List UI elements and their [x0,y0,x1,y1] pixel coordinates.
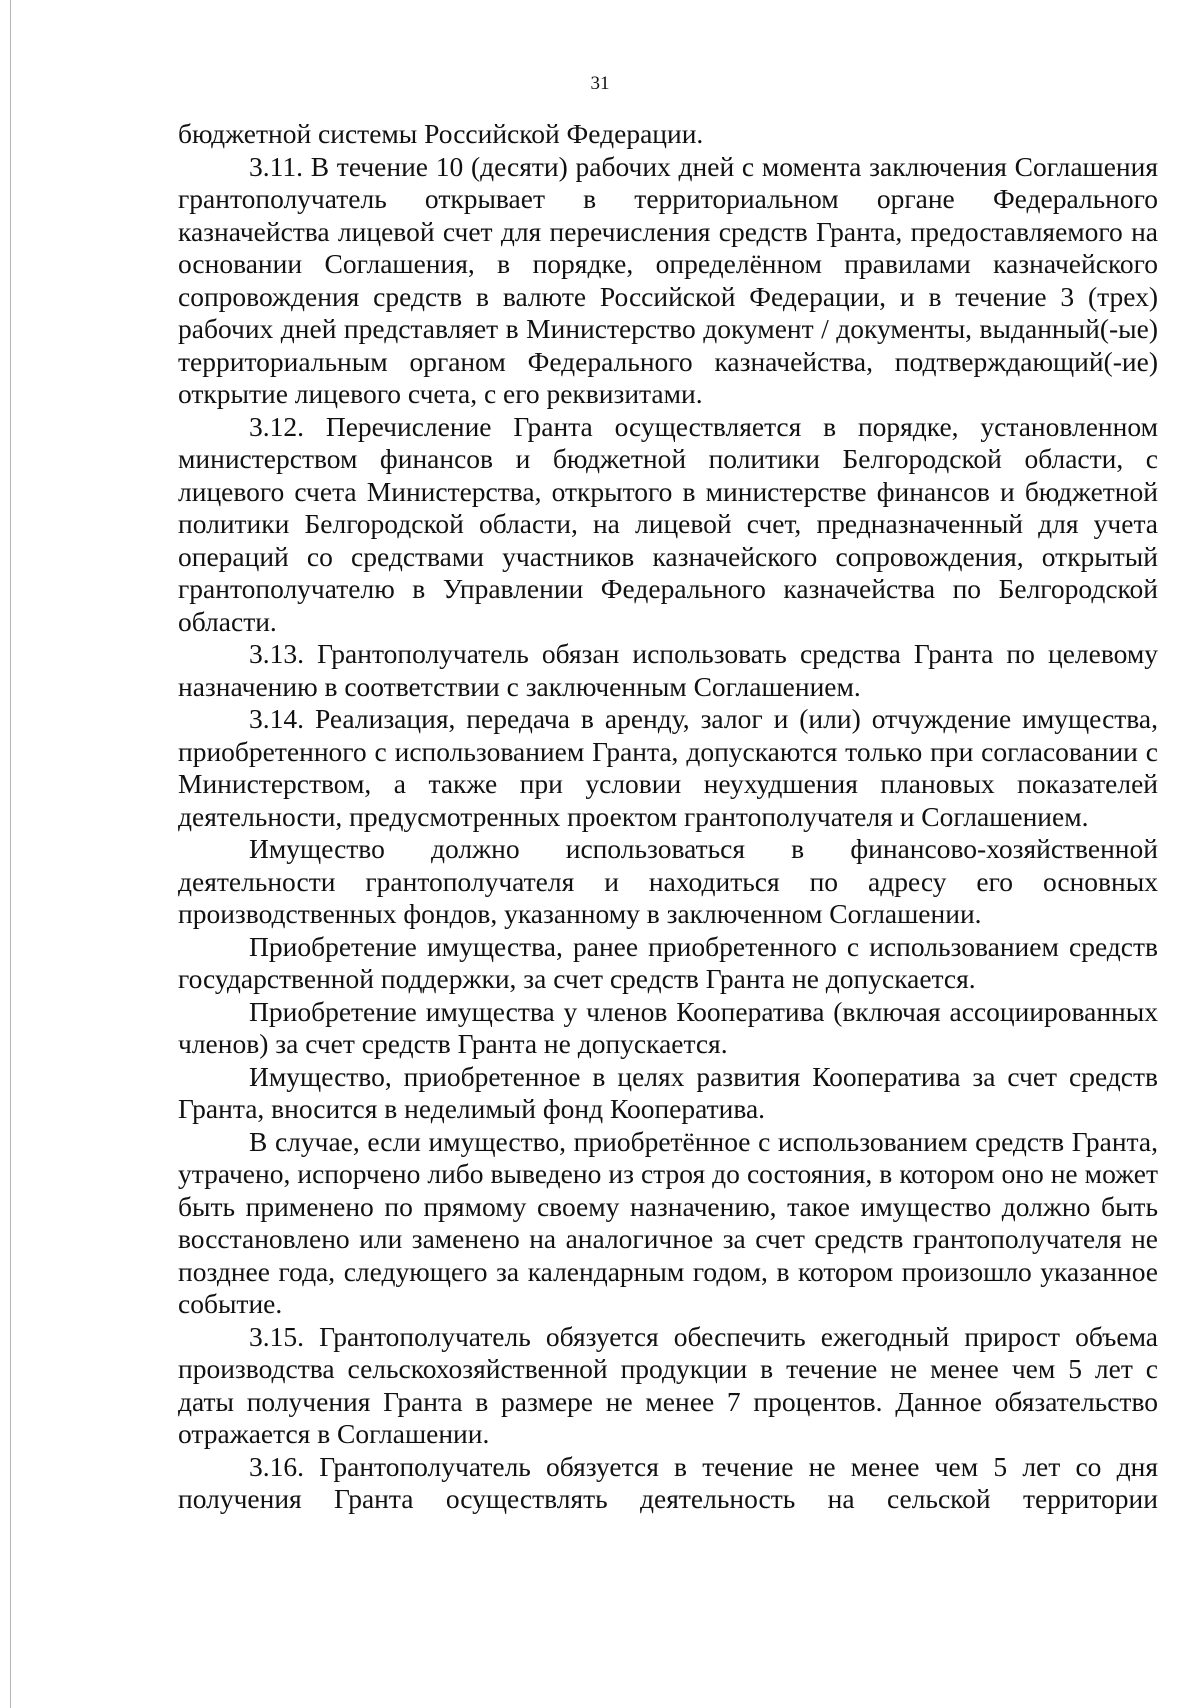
document-body [178,118,1158,1516]
scan-edge-line [10,0,11,1708]
page-number: 31 [590,73,610,94]
paragraph-property-loss: В случае, если имущество, приобретённое с использованием средств Гранта, утрачено, испорчено либо выведено из строя до состояния, в котором оно не может быть применено по прямому своему назначению, такое имущество должно быть восстановлено или заменено на аналогичное за счет средств грантополучателя не позднее года, следующего за календарным годом, в котором произошло указанное событие. [178,1125,1158,1319]
paragraph-3-15: 3.15. Грантополучатель обязуется обеспечить ежегодный прирост объема производства сельскохозяйственной продукции в течение не менее чем 5 лет с даты получения Гранта в размере не менее 7 процентов. Данное обязательство отражается в Соглашении. [178,1320,1158,1449]
paragraph-property-usage: Имущество должно использоваться в финансово-хозяйственной деятельности грантополучателя и находиться по адресу его основных производственных фондов, указанному в заключенном Соглашении. [178,833,1158,929]
paragraph-3-11: 3.11. В течение 10 (десяти) рабочих дней с момента заключения Соглашения грантополучатель открывает в территориальном органе Федерального казначейства лицевой счет для перечисления средств Гранта, предоставляемого на основании Соглашения, в порядке, определённом правилами казначейского сопровождения средств в валюте Российской Федерации, и в течение 3 (трех) рабочих дней представляет в Министерство документ / документы, выданный(-ые) территориальным органом Федерального казначейства, подтверждающий(-ие) открытие лицевого счета, с его реквизитами. [178,150,1158,409]
paragraph-indivisible-fund: Имущество, приобретенное в целях развития Кооператива за счет средств Гранта, вносится в неделимый фонд Кооператива. [178,1060,1158,1124]
paragraph-3-13: 3.13. Грантополучатель обязан использовать средства Гранта по целевому назначению в соответствии с заключенным Соглашением. [178,638,1158,702]
paragraph-3-14: 3.14. Реализация, передача в аренду, залог и (или) отчуждение имущества, приобретенного с использованием Гранта, допускаются только при согласовании с Министерством, а также при условии неухудшения плановых показателей деятельности, предусмотренных проектом грантополучателя и Соглашением. [178,703,1158,832]
paragraph-3-16: 3.16. Грантополучатель обязуется в течение не менее чем 5 лет со дня получения Гранта осуществлять деятельность на сельской территории [178,1450,1158,1514]
paragraph-members-purchase: Приобретение имущества у членов Кооператива (включая ассоциированных членов) за счет средств Гранта не допускается. [178,995,1158,1059]
paragraph-previously-acquired: Приобретение имущества, ранее приобретенного с использованием средств государственной поддержки, за счет средств Гранта не допускается. [178,930,1158,994]
paragraph-continuation: бюджетной системы Российской Федерации. [178,118,704,149]
paragraph-3-12: 3.12. Перечисление Гранта осуществляется в порядке, установленном министерством финансов и бюджетной политики Белгородской области, с лицевого счета Министерства, открытого в министерстве финансов и бюджетной политики Белгородской области, на лицевой счет, предназначенный для учета операций со средствами участников казначейского сопровождения, открытый грантополучателю в Управлении Федерального казначейства по Белгородской области. [178,410,1158,637]
